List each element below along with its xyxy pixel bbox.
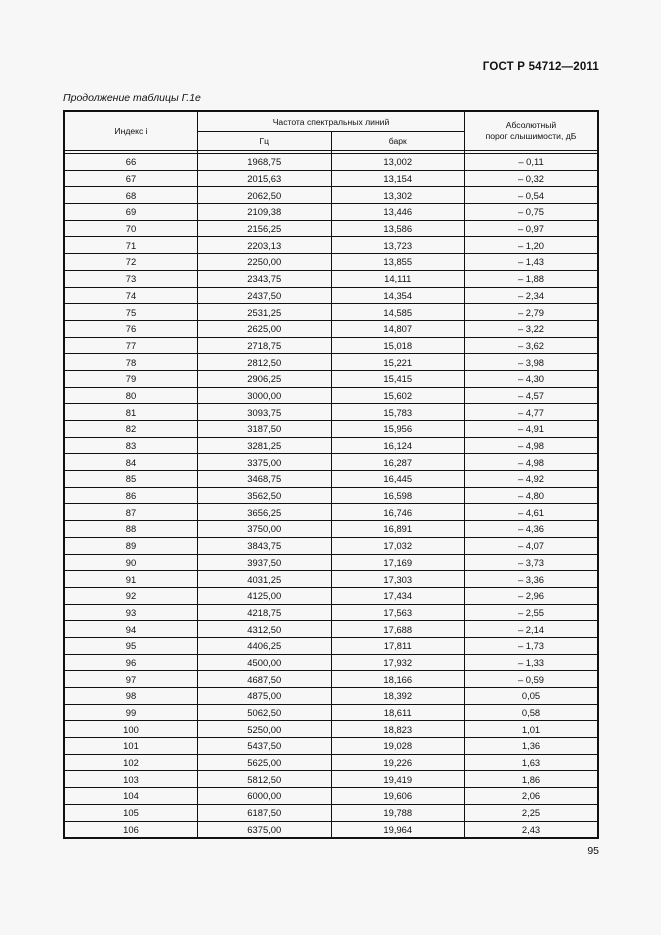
table-row	[64, 437, 598, 454]
cell-hz: 5437,50	[198, 738, 332, 755]
cell-hz: 4031,25	[198, 571, 332, 588]
header-frequency-group: Частота спектральных линий	[198, 111, 465, 132]
cell-threshold: – 0,59	[465, 671, 599, 688]
cell-threshold: – 4,07	[465, 537, 599, 554]
cell-threshold: – 1,88	[465, 270, 599, 287]
header-threshold	[465, 111, 599, 151]
cell-threshold: – 4,77	[465, 404, 599, 421]
cell-bark: 15,956	[331, 421, 465, 438]
cell-hz: 3562,50	[198, 487, 332, 504]
cell-bark: 19,964	[331, 821, 465, 838]
cell-hz: 6187,50	[198, 804, 332, 821]
cell-index: 99	[64, 704, 198, 721]
cell-bark: 16,598	[331, 487, 465, 504]
cell-hz: 2156,25	[198, 220, 332, 237]
cell-hz: 2437,50	[198, 287, 332, 304]
cell-bark: 19,028	[331, 738, 465, 755]
cell-index: 102	[64, 754, 198, 771]
cell-threshold: – 4,36	[465, 521, 599, 538]
cell-threshold: – 3,73	[465, 554, 599, 571]
table-row	[64, 421, 598, 438]
table-row	[64, 204, 598, 221]
cell-hz: 3093,75	[198, 404, 332, 421]
table-row	[64, 804, 598, 821]
cell-index: 79	[64, 370, 198, 387]
cell-index: 89	[64, 537, 198, 554]
cell-bark: 19,788	[331, 804, 465, 821]
cell-index: 87	[64, 504, 198, 521]
cell-bark: 18,611	[331, 704, 465, 721]
table-row	[64, 621, 598, 638]
cell-hz: 3187,50	[198, 421, 332, 438]
cell-hz: 4875,00	[198, 688, 332, 705]
cell-threshold: – 3,98	[465, 354, 599, 371]
cell-hz: 5625,00	[198, 754, 332, 771]
table-caption: Продолжение таблицы Г.1е	[63, 92, 201, 104]
cell-hz: 2343,75	[198, 270, 332, 287]
cell-hz: 6375,00	[198, 821, 332, 838]
cell-threshold: – 1,33	[465, 654, 599, 671]
table-row	[64, 587, 598, 604]
header-threshold-line1: Абсолютный	[505, 120, 557, 130]
table-row	[64, 287, 598, 304]
table-row	[64, 487, 598, 504]
cell-hz: 3281,25	[198, 437, 332, 454]
cell-bark: 13,302	[331, 187, 465, 204]
cell-hz: 3937,50	[198, 554, 332, 571]
cell-threshold: 0,58	[465, 704, 599, 721]
cell-index: 98	[64, 688, 198, 705]
cell-index: 94	[64, 621, 198, 638]
cell-bark: 15,783	[331, 404, 465, 421]
cell-index: 84	[64, 454, 198, 471]
cell-bark: 17,811	[331, 637, 465, 654]
cell-bark: 16,124	[331, 437, 465, 454]
cell-bark: 19,226	[331, 754, 465, 771]
cell-index: 103	[64, 771, 198, 788]
cell-index: 81	[64, 404, 198, 421]
cell-threshold: 2,06	[465, 788, 599, 805]
cell-bark: 19,419	[331, 771, 465, 788]
table-row	[64, 821, 598, 838]
table-row	[64, 521, 598, 538]
cell-threshold: 1,01	[465, 721, 599, 738]
cell-index: 106	[64, 821, 198, 838]
table-row	[64, 738, 598, 755]
cell-index: 78	[64, 354, 198, 371]
cell-hz: 6000,00	[198, 788, 332, 805]
cell-hz: 2812,50	[198, 354, 332, 371]
cell-hz: 2531,25	[198, 304, 332, 321]
table-row	[64, 654, 598, 671]
cell-bark: 17,032	[331, 537, 465, 554]
cell-bark: 17,434	[331, 587, 465, 604]
cell-hz: 4125,00	[198, 587, 332, 604]
cell-index: 91	[64, 571, 198, 588]
cell-index: 97	[64, 671, 198, 688]
cell-bark: 14,111	[331, 270, 465, 287]
cell-hz: 2062,50	[198, 187, 332, 204]
table-row	[64, 771, 598, 788]
cell-hz: 2625,00	[198, 320, 332, 337]
cell-hz: 4500,00	[198, 654, 332, 671]
table-row	[64, 237, 598, 254]
document-code: ГОСТ Р 54712—2011	[482, 61, 599, 73]
cell-index: 77	[64, 337, 198, 354]
cell-hz: 2906,25	[198, 370, 332, 387]
table-row	[64, 671, 598, 688]
cell-index: 85	[64, 471, 198, 488]
cell-threshold: 2,43	[465, 821, 599, 838]
cell-threshold: 1,86	[465, 771, 599, 788]
cell-hz: 2250,00	[198, 254, 332, 271]
header-index: Индекс i	[64, 111, 198, 151]
cell-bark: 18,392	[331, 688, 465, 705]
cell-bark: 14,807	[331, 320, 465, 337]
cell-bark: 16,445	[331, 471, 465, 488]
cell-index: 105	[64, 804, 198, 821]
cell-threshold: – 2,34	[465, 287, 599, 304]
table-row	[64, 504, 598, 521]
cell-bark: 19,606	[331, 788, 465, 805]
cell-hz: 3468,75	[198, 471, 332, 488]
cell-index: 83	[64, 437, 198, 454]
cell-bark: 13,723	[331, 237, 465, 254]
cell-index: 70	[64, 220, 198, 237]
cell-hz: 3375,00	[198, 454, 332, 471]
cell-index: 66	[64, 154, 198, 171]
cell-hz: 2203,13	[198, 237, 332, 254]
cell-bark: 13,586	[331, 220, 465, 237]
cell-hz: 3750,00	[198, 521, 332, 538]
cell-threshold: – 1,20	[465, 237, 599, 254]
cell-bark: 18,823	[331, 721, 465, 738]
cell-bark: 15,221	[331, 354, 465, 371]
cell-hz: 5812,50	[198, 771, 332, 788]
table-row	[64, 354, 598, 371]
cell-threshold: – 4,91	[465, 421, 599, 438]
cell-bark: 17,932	[331, 654, 465, 671]
cell-threshold: 1,36	[465, 738, 599, 755]
cell-index: 74	[64, 287, 198, 304]
table-row	[64, 704, 598, 721]
table-row	[64, 370, 598, 387]
table-row	[64, 220, 598, 237]
table-row	[64, 754, 598, 771]
cell-bark: 17,303	[331, 571, 465, 588]
table-row	[64, 320, 598, 337]
table-row	[64, 471, 598, 488]
cell-threshold: – 3,62	[465, 337, 599, 354]
cell-hz: 5250,00	[198, 721, 332, 738]
cell-threshold: – 0,32	[465, 170, 599, 187]
table-row	[64, 537, 598, 554]
cell-threshold: – 0,11	[465, 154, 599, 171]
cell-threshold: – 4,61	[465, 504, 599, 521]
cell-threshold: 0,05	[465, 688, 599, 705]
cell-hz: 4218,75	[198, 604, 332, 621]
cell-hz: 3000,00	[198, 387, 332, 404]
cell-threshold: 1,63	[465, 754, 599, 771]
table-row	[64, 404, 598, 421]
table-row	[64, 387, 598, 404]
cell-hz: 4406,25	[198, 637, 332, 654]
cell-threshold: – 2,96	[465, 587, 599, 604]
cell-index: 92	[64, 587, 198, 604]
cell-index: 93	[64, 604, 198, 621]
cell-threshold: – 2,14	[465, 621, 599, 638]
cell-index: 68	[64, 187, 198, 204]
table-row	[64, 721, 598, 738]
cell-index: 69	[64, 204, 198, 221]
cell-bark: 18,166	[331, 671, 465, 688]
cell-threshold: – 3,36	[465, 571, 599, 588]
cell-hz: 3656,25	[198, 504, 332, 521]
cell-index: 80	[64, 387, 198, 404]
cell-bark: 17,688	[331, 621, 465, 638]
table-row	[64, 254, 598, 271]
cell-bark: 13,154	[331, 170, 465, 187]
cell-index: 73	[64, 270, 198, 287]
cell-index: 96	[64, 654, 198, 671]
cell-threshold: – 1,73	[465, 637, 599, 654]
cell-bark: 16,287	[331, 454, 465, 471]
cell-bark: 16,746	[331, 504, 465, 521]
cell-hz: 3843,75	[198, 537, 332, 554]
cell-bark: 17,169	[331, 554, 465, 571]
table-row	[64, 454, 598, 471]
cell-bark: 15,018	[331, 337, 465, 354]
cell-threshold: – 4,30	[465, 370, 599, 387]
cell-bark: 14,585	[331, 304, 465, 321]
cell-threshold: – 3,22	[465, 320, 599, 337]
table-row	[64, 170, 598, 187]
cell-threshold: 2,25	[465, 804, 599, 821]
cell-threshold: – 2,55	[465, 604, 599, 621]
table-row	[64, 688, 598, 705]
cell-threshold: – 4,57	[465, 387, 599, 404]
cell-index: 76	[64, 320, 198, 337]
cell-threshold: – 4,98	[465, 437, 599, 454]
table-row	[64, 554, 598, 571]
page-number: 95	[587, 845, 599, 857]
cell-threshold: – 4,98	[465, 454, 599, 471]
cell-index: 86	[64, 487, 198, 504]
cell-index: 75	[64, 304, 198, 321]
table-row	[64, 187, 598, 204]
cell-index: 100	[64, 721, 198, 738]
cell-hz: 4312,50	[198, 621, 332, 638]
table-row	[64, 788, 598, 805]
cell-bark: 15,602	[331, 387, 465, 404]
cell-bark: 17,563	[331, 604, 465, 621]
cell-hz: 1968,75	[198, 154, 332, 171]
cell-bark: 13,002	[331, 154, 465, 171]
table-body	[64, 151, 598, 839]
cell-threshold: – 4,80	[465, 487, 599, 504]
cell-bark: 13,855	[331, 254, 465, 271]
cell-threshold: – 2,79	[465, 304, 599, 321]
cell-index: 95	[64, 637, 198, 654]
cell-index: 88	[64, 521, 198, 538]
table-row	[64, 304, 598, 321]
cell-index: 67	[64, 170, 198, 187]
cell-bark: 13,446	[331, 204, 465, 221]
cell-index: 82	[64, 421, 198, 438]
cell-index: 104	[64, 788, 198, 805]
cell-threshold: – 0,75	[465, 204, 599, 221]
cell-hz: 2718,75	[198, 337, 332, 354]
cell-index: 101	[64, 738, 198, 755]
table-row	[64, 604, 598, 621]
cell-hz: 5062,50	[198, 704, 332, 721]
table-row	[64, 637, 598, 654]
cell-bark: 15,415	[331, 370, 465, 387]
table-row	[64, 571, 598, 588]
header-hz: Гц	[198, 132, 332, 151]
table-row	[64, 337, 598, 354]
cell-bark: 16,891	[331, 521, 465, 538]
cell-hz: 2109,38	[198, 204, 332, 221]
cell-threshold: – 0,54	[465, 187, 599, 204]
cell-index: 72	[64, 254, 198, 271]
header-bark: барк	[331, 132, 465, 151]
cell-threshold: – 1,43	[465, 254, 599, 271]
cell-threshold: – 0,97	[465, 220, 599, 237]
cell-index: 90	[64, 554, 198, 571]
table-row	[64, 270, 598, 287]
data-table	[63, 110, 599, 839]
cell-threshold: – 4,92	[465, 471, 599, 488]
header-threshold-line2: порог слышимости, дБ	[485, 131, 577, 141]
cell-hz: 4687,50	[198, 671, 332, 688]
cell-bark: 14,354	[331, 287, 465, 304]
table-row	[64, 154, 598, 171]
cell-index: 71	[64, 237, 198, 254]
cell-hz: 2015,63	[198, 170, 332, 187]
